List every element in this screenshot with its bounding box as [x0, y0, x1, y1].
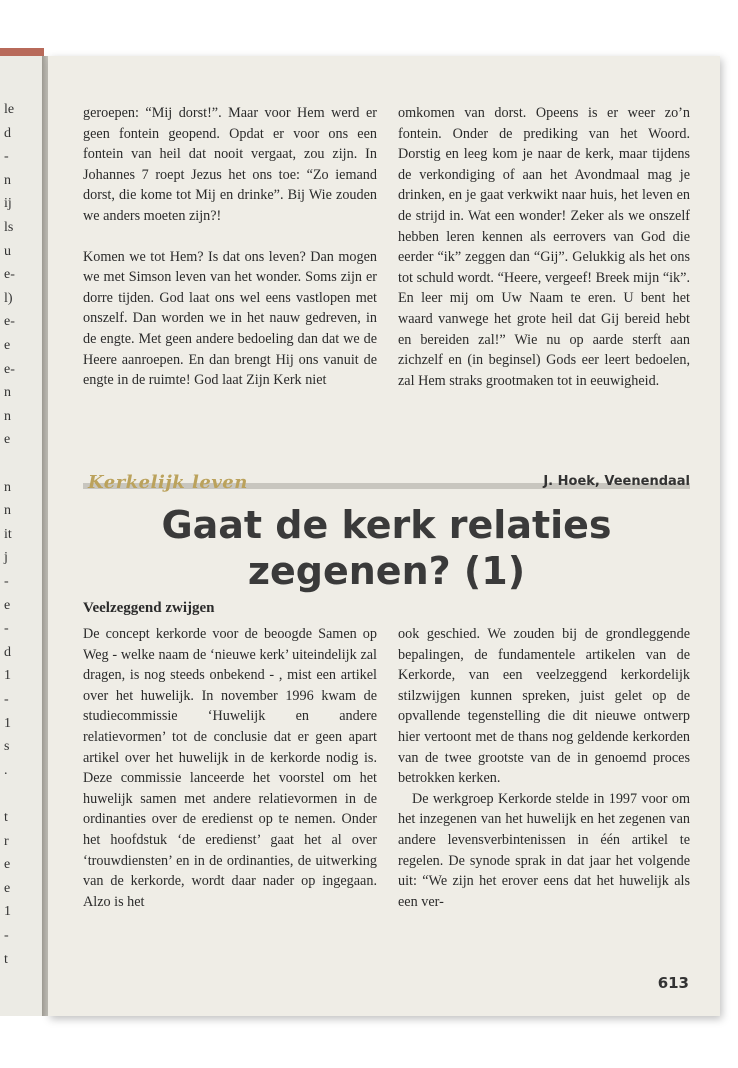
- paragraph: ook geschied. We zouden bij de grondleggende bepalingen, de fundamentele artikelen van de Kerkorde, van een veelzeggend kerkordelijk stilzwijgen kunnen spreken, juist gelet op de opvallende tegenstelling die dit nieuwe ontwerp hier vertoont met de thans nog geldende kerkorden van de twee grootste van de in genoemd proces betrokken kerken.: [398, 626, 690, 787]
- margin-fragment: t: [4, 951, 8, 967]
- margin-fragment: e-: [4, 267, 15, 283]
- margin-fragment: e-: [4, 314, 15, 330]
- article-right-column: [398, 624, 690, 912]
- margin-fragment: it: [4, 526, 12, 542]
- margin-fragment: n: [4, 172, 11, 188]
- margin-fragment: -: [4, 574, 9, 589]
- margin-fragment: -: [4, 149, 9, 165]
- top-left-column: [83, 103, 377, 391]
- margin-fragment: n: [4, 503, 11, 519]
- margin-fragment: e: [4, 857, 11, 873]
- margin-fragment: l): [4, 290, 13, 306]
- margin-fragment: j: [4, 550, 8, 566]
- margin-fragment: n: [4, 479, 11, 495]
- headline-line-1: Gaat de kerk relaties: [161, 503, 612, 547]
- margin-fragment: ls: [4, 220, 14, 235]
- margin-fragment: d: [4, 125, 11, 141]
- margin-fragment: n: [4, 385, 11, 401]
- paragraph: omkomen van dorst. Opeens is er weer zo’n fontein. Onder de prediking van het Woord. Dorstig en leeg kom je naar de kerk, maar tijdens de verkondiging of aan het Avondmaal mag je drinken, en je gaat verkwikt naar huis, het leven en de strijd in. Wat een wonder! Zeker als we onszelf hebben leren kennen als eerrovers van God die eerder “ik” zeggen dan “Gij”. Gelukkig als het ons tot schuld wordt. “Heere, vergeef! Breek mijn “ik”. En leer mij om Uw Naam te eren. U bent het waard vanwege het grote heil dat Gij bereid hebt en bereiden zal!” Wie nu op aarde sterft aan zichzelf en (in beginsel) Gods eer leert bedoelen, zal Hem straks grootmaken tot in eeuwigheid.: [398, 105, 690, 389]
- margin-fragment: e: [4, 597, 11, 613]
- margin-fragment: ij: [4, 196, 12, 212]
- margin-fragment: u: [4, 243, 11, 259]
- article-left-column: [83, 624, 377, 912]
- headline-line-2: zegenen? (1): [247, 549, 526, 593]
- margin-fragment: le: [4, 102, 15, 117]
- margin-fragment: s: [4, 739, 10, 755]
- margin-fragment: 1: [4, 904, 11, 920]
- top-right-column: [398, 103, 690, 391]
- margin-fragment: t: [4, 810, 8, 825]
- page-number: 613: [657, 974, 689, 992]
- margin-fragment: .: [4, 762, 8, 778]
- paragraph: De werkgroep Kerkorde stelde in 1997 voor om het inzegenen van het huwelijk en het zegenen van andere levensverbintenissen in één artikel te regelen. De synode sprak in dat jaar het volgende uit: “We zijn het erover eens dat het huwelijk als een ver-: [398, 790, 690, 910]
- paragraph: De concept kerkorde voor de beoogde Samen op Weg - welke naam de ‘nieuwe kerk’ uiteindelijk zal dragen, is nog steeds onbekend - , mist een artikel over het huwelijk. In november 1996 kwam de studiecommissie ‘Huwelijk en andere relatievormen’ tot de conclusie dat er geen apart artikel over het huwelijk in de kerkorde nodig is. Deze commissie lanceerde het voorstel om het huwelijk samen met andere relatievormen in de ordinanties over de eredienst op te nemen. Onder het hoofdstuk ‘de eredienst’ gaat het al over ‘trouwdiensten’ en in de ordinanties, de uitwerking van de kerkorde, wordt daar nader op ingegaan. Alzo is het: [83, 626, 377, 910]
- margin-fragment: -: [4, 928, 9, 943]
- author-byline: J. Hoek, Veenendaal: [543, 474, 690, 489]
- margin-fragment: -: [4, 621, 9, 637]
- paragraph: Komen we tot Hem? Is dat ons leven? Dan mogen we met Simson leven van het wonder. Soms zijn er dorre tijden. God laat ons wel eens vastlopen met onszelf. Dan worden we in het nauw gedreven, in de engte. Met geen andere bedoeling dan dat we de Heere aanroepen. En dan brengt Hij ons vanuit de engte in de ruimte! God laat Zijn Kerk niet: [83, 248, 377, 389]
- margin-fragment: e-: [4, 361, 15, 377]
- margin-fragment: d: [4, 644, 11, 660]
- headline: [83, 502, 690, 594]
- margin-fragment: 1: [4, 715, 11, 731]
- margin-fragment: e: [4, 338, 11, 353]
- margin-fragment: r: [4, 833, 9, 849]
- subheading: Veelzeggend zwijgen: [83, 600, 215, 616]
- section-label: Kerkelijk leven: [88, 472, 248, 493]
- margin-fragment: n: [4, 408, 11, 424]
- margin-fragment: 1: [4, 668, 11, 684]
- paragraph: geroepen: “Mij dorst!”. Maar voor Hem werd er geen fontein geopend. Opdat er voor ons een fontein van heil dat nooit vergaat, zou zijn. In Johannes 7 roept Jezus het ons toe: “Zo iemand dorst, die kome tot Mij en drinke”. Bij Wie zouden we anders moeten zijn?!: [83, 105, 377, 224]
- margin-fragment: e: [4, 880, 11, 896]
- margin-fragment: -: [4, 692, 9, 707]
- margin-fragment: e: [4, 432, 11, 448]
